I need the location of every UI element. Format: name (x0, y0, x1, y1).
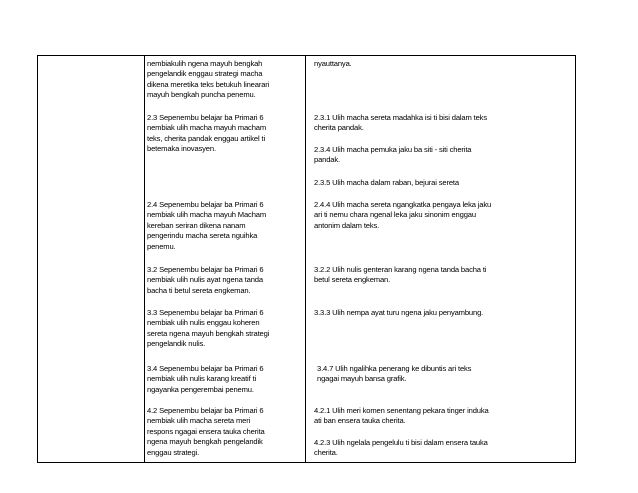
learning-standard-block: 3.4.7 Ulih ngalihka penerang ke dibuntis ari teks ngagai mayuh bansa grafik. (317, 364, 472, 384)
learning-standard-block: 3.2.2 Ulih nulis genteran karang ngena tanda bacha ti betul sereta engkeman. (314, 265, 487, 285)
table-column-divider (575, 55, 576, 463)
content-standard-block: 2.4 Sepenembu belajar ba Primari 6 nembiak ulih macha mayuh Macham kereban seriran dikena nanam pengerindu macha sereta nguihka penemu. (147, 200, 267, 251)
learning-standard-block: 2.3.1 Ulih macha sereta madahka isi ti bisi dalam teks cherita pandak. (314, 113, 487, 133)
content-standard-block: 4.2 Sepenembu belajar ba Primari 6 nembiak ulih macha sereta meri respons ngagai ensera tauka cherita ngena mayuh bengkah pengelandik enggau strategi. (147, 406, 265, 457)
table-column-divider (144, 55, 145, 463)
learning-standard-block: nyauttanya. (314, 59, 352, 68)
learning-standard-block: 4.2.1 Ulih meri komen senentang pekara tinger induka ati ban ensera tauka cherita. (314, 406, 489, 426)
table-column-divider (37, 55, 38, 463)
content-standard-block: 3.3 Sepenembu belajar ba Primari 6 nembiak ulih nulis enggau koheren sereta ngena mayuh bengkah strategi pengelandik nulis. (147, 308, 270, 349)
learning-standard-block: 2.4.4 Ulih macha sereta ngangkatka pengaya leka jaku ari ti nemu chara ngenal leka jaku sinonim enggau antonim dalam teks. (314, 200, 492, 230)
table-column-divider (305, 55, 306, 463)
content-standard-block: nembiakulih ngena mayuh bengkah pengelandik enggau strategi macha dikena meretika teks betukuh linearari mayuh bengkah puncha penemu. (147, 59, 270, 100)
content-standard-block: 3.4 Sepenembu belajar ba Primari 6 nembiak ulih nulis karang kreatif ti ngayanka pengerembai penemu. (147, 364, 264, 394)
content-standard-block: 2.3 Sepenembu belajar ba Primari 6 nembiak ulih macha mayuh macham teks, cherita pandak enggau artikel ti betemaka inovasyen. (147, 113, 267, 154)
learning-standard-block: 3.3.3 Ulih nempa ayat turu ngena jaku penyambung. (314, 308, 484, 317)
learning-standard-block: 2.3.5 Ulih macha dalam raban, bejurai sereta (314, 178, 459, 187)
learning-standard-block: 4.2.3 Ulih ngelala pengelulu ti bisi dalam ensera tauka cherita. (314, 438, 488, 458)
learning-standard-block: 2.3.4 Ulih macha pemuka jaku ba siti - siti cherita pandak. (314, 145, 472, 165)
content-standard-block: 3.2 Sepenembu belajar ba Primari 6 nembiak ulih nulis ayat ngena tanda bacha ti betul sereta engkeman. (147, 265, 264, 295)
